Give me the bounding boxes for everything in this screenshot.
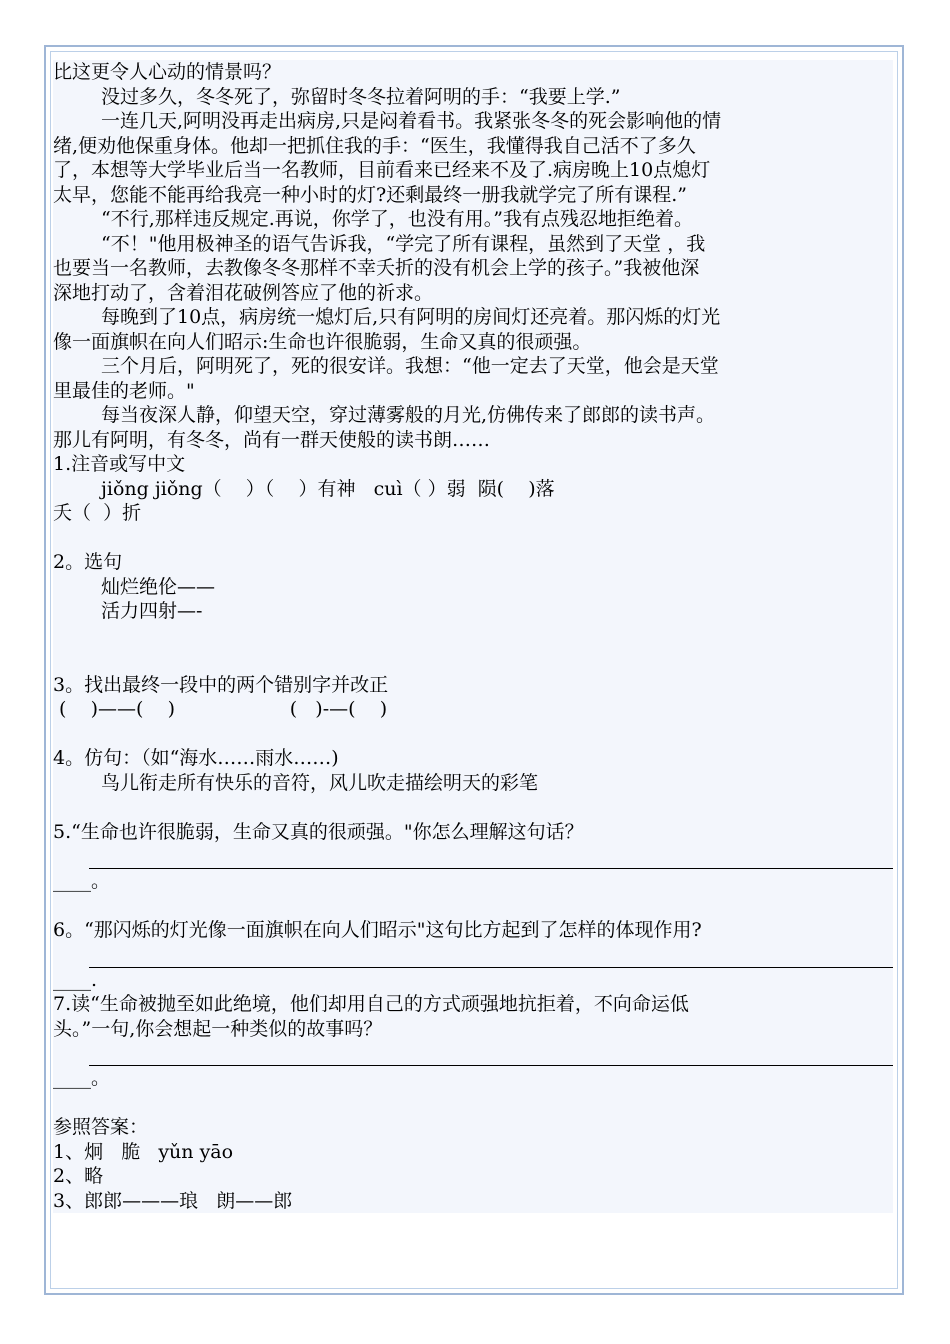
passage-line: 里最佳的老师。"	[53, 379, 195, 402]
answer-item: 1、炯 脆 yǔn yāo	[53, 1140, 234, 1163]
question-6-title: 6。“那闪烁的灯光像一面旗帜在向人们昭示"这句比方起到了怎样的体现作用?	[53, 919, 702, 941]
passage-line: 三个月后，阿明死了，死的很安详。我想：“他一定去了天堂，他会是天堂	[101, 355, 719, 377]
passage-line: 像一面旗帜在向人们昭示:生命也许很脆弱，生命又真的很顽强。	[53, 330, 592, 353]
answer-blank-6-tail: ____.	[53, 968, 98, 991]
passage-line: “不行,那样违反规定.再说，你学了，也没有用。”我有点残忍地拒绝着。	[101, 208, 694, 230]
question-2-item: 灿烂绝伦——	[101, 575, 216, 598]
question-3-title: 3。找出最终一段中的两个错别字并改正	[53, 673, 389, 696]
question-1-title: 1.注音或写中文	[53, 453, 186, 475]
passage-line: “不！"他用极神圣的语气告诉我，“学完了所有课程，虽然到了天堂 ，我	[101, 232, 706, 255]
question-1-line: jiǒng jiǒng（ ）（ ）有神 cuì（ ）弱 陨( )落	[101, 477, 555, 500]
question-3-line: ( )——( ) ( )-—( )	[53, 698, 388, 720]
passage-line: 太早，您能不能再给我亮一种小时的灯?还剩最终一册我就学完了所有课程.”	[53, 183, 687, 206]
passage-line: 没过多久，冬冬死了，弥留时冬冬拉着阿明的手：“我要上学.”	[101, 85, 621, 108]
question-4-line: 鸟儿衔走所有快乐的音符，风儿吹走描绘明天的彩笔	[101, 771, 539, 794]
question-2-title: 2。选句	[53, 551, 123, 573]
question-2-item: 活力四射—-	[101, 600, 203, 622]
answer-blank-7-tail: ____。	[53, 1067, 111, 1089]
question-1-line: 夭（ ）折	[53, 502, 142, 524]
question-4-title: 4。仿句：（如“海水……雨水……)	[53, 747, 339, 769]
answer-blank-5-tail: ____。	[53, 870, 111, 892]
passage-line: 深地打动了，含着泪花破例答应了他的祈求。	[53, 281, 434, 304]
question-7-line: 7.读“生命被抛至如此绝境，他们却用自己的方式顽强地抗拒着，不向命运低	[53, 993, 689, 1015]
passage-line: 比这更令人心动的情景吗？	[53, 61, 282, 83]
passage-line: 一连几天,阿明没再走出病房,只是闷着看书。我紧张冬冬的死会影响他的情	[101, 110, 722, 132]
answer-item: 2、略	[53, 1165, 104, 1187]
passage-line: 那儿有阿明，有冬冬，尚有一群天使般的读书朗……	[53, 428, 491, 451]
document-body	[53, 60, 893, 1213]
passage-line: 也要当一名教师，去教像冬冬那样不幸夭折的没有机会上学的孩子。”我被他深	[53, 257, 700, 279]
answer-item: 3、郎郎———琅 朗——郎	[53, 1189, 293, 1212]
question-7-line: 头。”一句,你会想起一种类似的故事吗？	[53, 1017, 383, 1040]
passage-line: 每晚到了10点，病房统一熄灯后,只有阿明的房间灯还亮着。那闪烁的灯光	[101, 306, 721, 328]
answers-title: 参照答案：	[53, 1116, 149, 1138]
question-5-title: 5.“生命也许很脆弱，生命又真的很顽强。"你怎么理解这句话？	[53, 820, 584, 843]
passage-line: 绪,便劝他保重身体。他却一把抓住我的手：“医生，我懂得我自己活不了多久	[53, 134, 696, 157]
passage-line: 每当夜深人静，仰望天空，穿过薄雾般的月光,仿佛传来了郎郎的读书声。	[101, 404, 716, 426]
passage-line: 了，本想等大学毕业后当一名教师，目前看来已经来不及了.病房晚上10点熄灯	[53, 159, 711, 181]
